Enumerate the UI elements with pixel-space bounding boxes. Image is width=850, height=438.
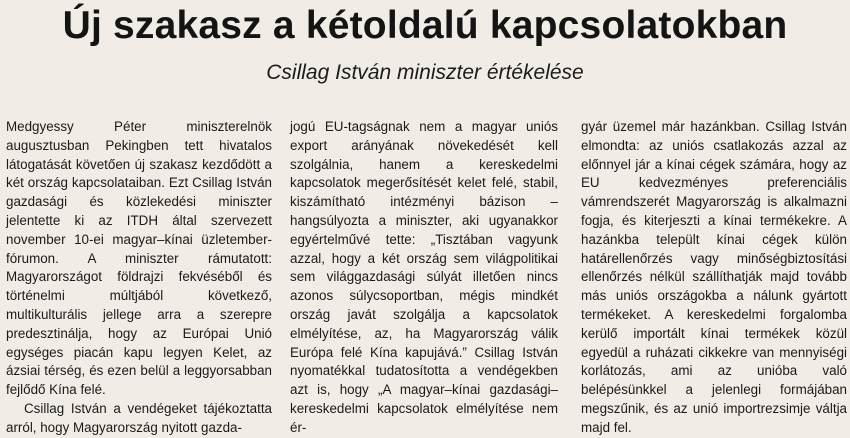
column-3-paragraph-1: gyár üzemel már hazánkban. Csillag István elmondta: az uniós csatlakozás azzal az előnnyel jár a kínai cégek számára, hogy az EU kedvezményes preferenciális vámrendszerét Magyarország is alkalmazni fogja, és kiterjeszti a kínai termékekre. A hazánkba települt kínai cégek külön határellenőrzés vagy minőségbiztosítási ellenőrzés nélkül szállíthatják majd tovább más uniós országokba a nálunk gyártott termékeket. A kereskedelmi forgalomba kerülő importált kínai termékek közül egyedül a ruházati cikkekre van mennyiségi korlátozás, ami az unióba való belépésünkkel a jelenlegi formájában megszűnik, és az unió importrezsimje váltja majd fel. — [581, 119, 847, 435]
article-column-2 — [290, 118, 558, 438]
article-headline: Új szakasz a kétoldalú kapcsolatokban — [62, 4, 788, 47]
column-1-paragraph-2: Csillag István a vendégeket tájékoztatta arról, hogy Magyarország nyitott gazda- — [6, 400, 272, 435]
article-subtitle: Csillag István miniszter értékelése — [266, 61, 584, 84]
article-column-1 — [6, 118, 272, 438]
column-1-paragraph-1: Medgyessy Péter miniszterelnök augusztusban Pekingben tett hivatalos látogatását követően új szakasz kezdődött a két ország kapcsolataiban. Ezt Csillag István gazdasági és közlekedési miniszter jelentette ki az ITDH által szervezett november 10-ei magyar–kínai üzletember-fórumon. A miniszter rámutatott: Magyarországot földrajzi fekvéséből és történelmi múltjából következő, multikulturális jellege arra a szerepre predesztinálja, hogy az Európai Unió egységes piacán kapu legyen Kelet, az ázsiai térség, és ezen belül a leggyorsabban fejlődő Kína felé. — [6, 119, 272, 398]
column-2-paragraph-1: jogú EU-tagságnak nem a magyar uniós export arányának növekedését kell szolgálnia, hanem a kereskedelmi kapcsolatok megerősítését kelet felé, stabil, kiszámítható intézményi bázison – hangsúlyozta a miniszter, aki ugyanakkor egyértelművé tette: „Tisztában vagyunk azzal, hogy a két ország sem világpolitikai sem világgazdasági súlyát illetően nincs azonos súlycsoportban, mégis mindkét ország javát szolgálja a kapcsolatok elmélyítése, az, ha Magyarország válik Európa felé Kína kapujává.” Csillag István nyomatékkal tudatosította a vendégekben azt is, hogy „A magyar–kínai gazdasági–kereskedelmi kapcsolatok elmélyítése nem ér- — [290, 119, 558, 435]
article-column-3 — [581, 118, 847, 438]
